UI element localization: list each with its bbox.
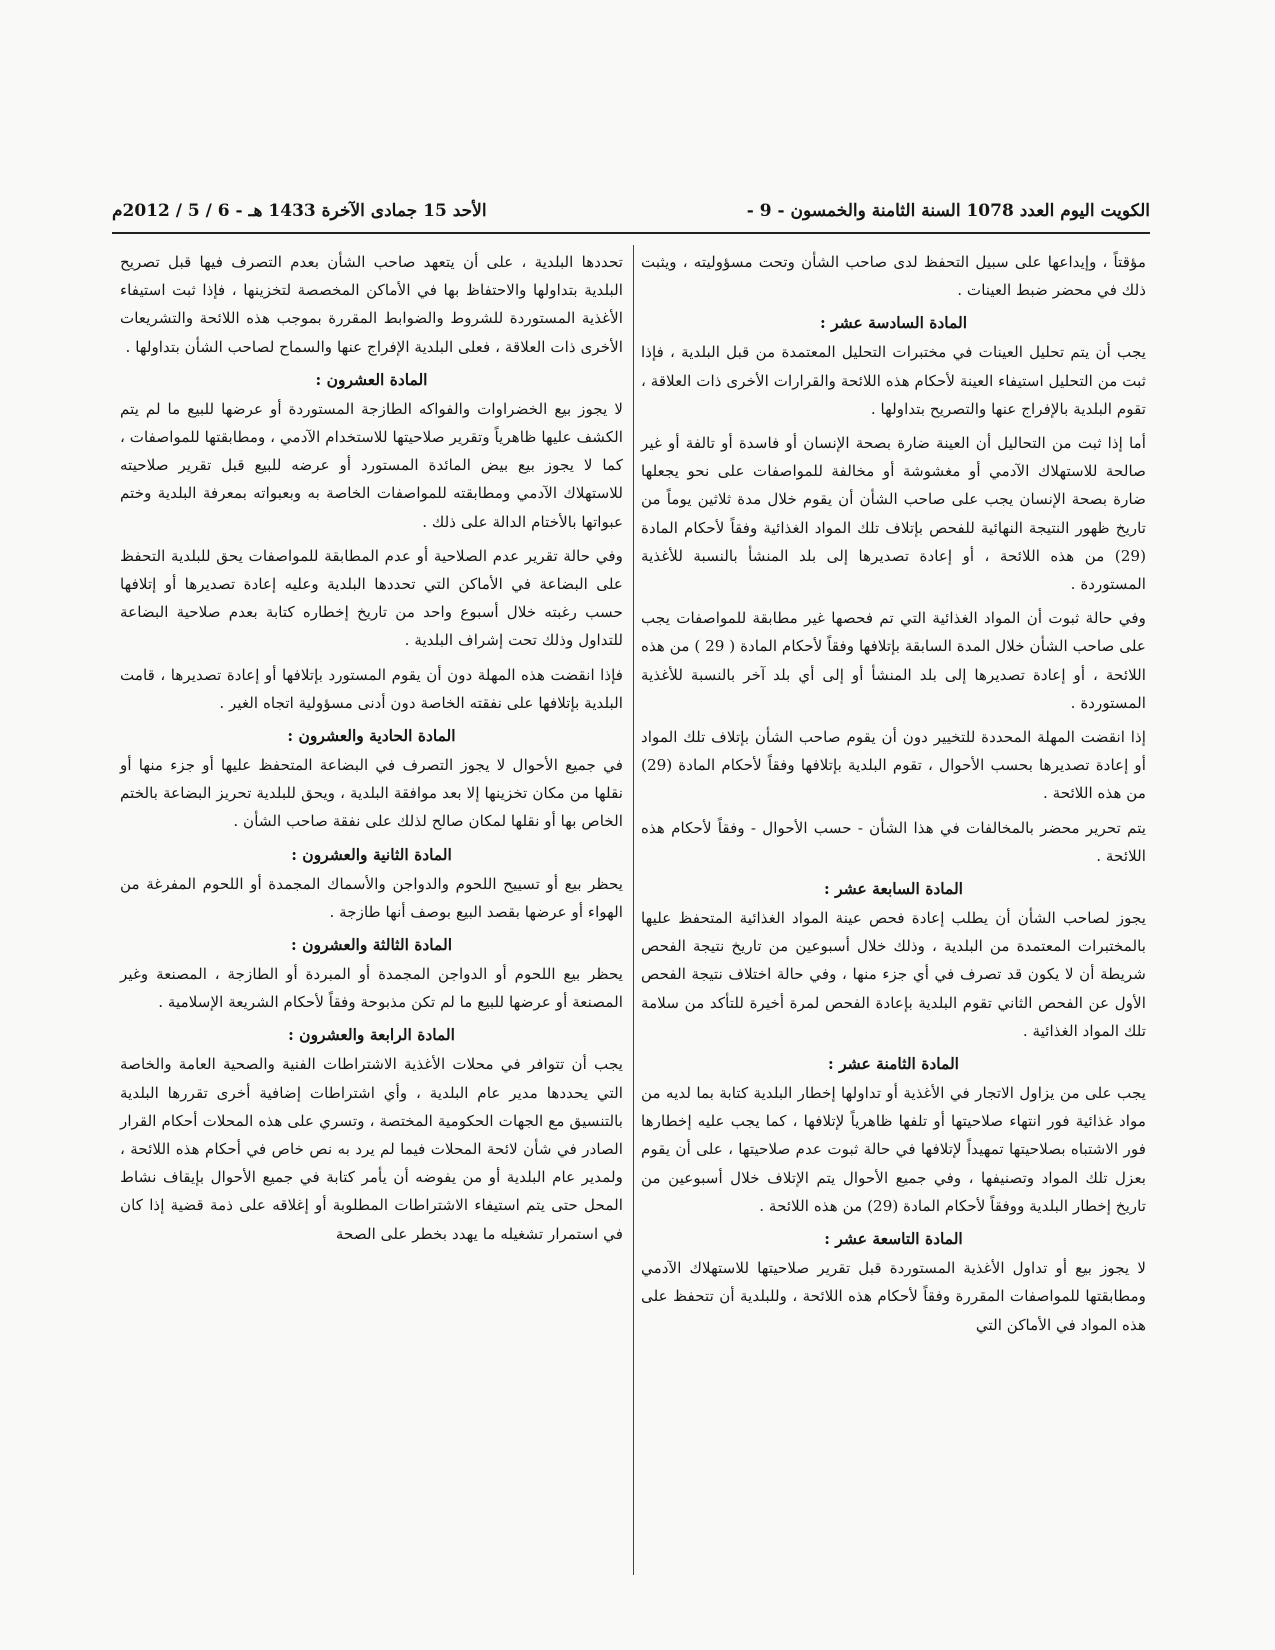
- paragraph: لا يجوز بيع أو تداول الأغذية المستوردة قبل تقرير صلاحيتها للاستهلاك الآدمي ومطابقتها للمواصفات المقررة وفقاً لأحكام هذه اللائحة ، وللبلدية أن تتحفظ على هذه المواد في الأماكن التي: [641, 1259, 1146, 1334]
- article-heading-22: المادة الثانية والعشرون :: [291, 844, 452, 864]
- paragraph: يجب على من يزاول الاتجار في الأغذية أو تداولها إخطار البلدية كتابة بما لديه من مواد غذائية فور انتهاء صلاحيتها أو تلفها ظاهرياً لإتلافها ، كما يجب عليه إخطارها فور الاشتباه بصلاحيتها تمهيداً لإتلافها في حالة ثبوت عدم صلاحيتها ، على أن يقوم بعزل تلك المواد وتصنيفها ، وفي جميع الأحوال يتم الإتلاف خلال أسبوعين من تاريخ إخطار البلدية ووفقاً لأحكام المادة (29) من هذه اللائحة .: [641, 1084, 1146, 1215]
- article-heading-23: المادة الثالثة والعشرون :: [290, 935, 453, 955]
- paragraph: يحظر بيع اللحوم أو الدواجن المجمدة أو المبردة أو الطازجة ، المصنعة وغير المصنعة أو عرضها للبيع ما لم تكن مذبوحة وفقاً لأحكام الشريعة الإسلامية .: [120, 965, 623, 1012]
- left-column: [120, 248, 623, 1254]
- paragraph: مؤقتاً ، وإيداعها على سبيل التحفظ لدى صاحب الشأن وتحت مسؤوليته ، ويثبت ذلك في محضر ضبط العينات .: [641, 253, 1146, 300]
- paragraph: يجوز لصاحب الشأن أن يطلب إعادة فحص عينة المواد الغذائية المتحفظ عليها بالمختبرات المعتمدة من البلدية ، وذلك خلال أسبوعين من تاريخ نتيجة الفحص شريطة أن لا يكون قد تصرف في أي جزء منها ، وفي حالة اختلاف نتيجة الفحص الأول عن الفحص الثاني تقوم البلدية بإعادة الفحص لمرة أخيرة للتأكد من سلامة تلك المواد الغذائية .: [641, 909, 1146, 1040]
- article-heading-24: المادة الرابعة والعشرون :: [288, 1025, 455, 1045]
- paragraph: يجب أن يتم تحليل العينات في مختبرات التحليل المعتمدة من قبل البلدية ، فإذا ثبت من التحليل استيفاء العينة لأحكام هذه اللائحة والقرارات الأخرى ذات العلاقة ، تقوم البلدية بالإفراج عنها والتصريح بتداولها .: [641, 343, 1146, 418]
- article-heading-16: المادة السادسة عشر :: [819, 313, 968, 333]
- paragraph: وفي حالة تقرير عدم الصلاحية أو عدم المطابقة للمواصفات يحق للبلدية التحفظ على البضاعة في الأماكن التي تحددها البلدية وعليه إعادة تصديرها أو إتلافها حسب رغبته خلال أسبوع واحد من تاريخ إخطاره كتابة بعدم صلاحية البضاعة للتداول وذلك تحت إشراف البلدية .: [120, 546, 623, 650]
- column-divider: [633, 245, 634, 1575]
- paragraph: وفي حالة ثبوت أن المواد الغذائية التي تم فحصها غير مطابقة للمواصفات يجب على صاحب الشأن خلال المدة السابقة بإتلافها وفقاً لأحكام المادة ( 29 ) من هذه اللائحة ، أو إعادة تصديرها إلى بلد المنشأ أو إلى أي بلد آخر بالنسبة للأغذية المستوردة .: [641, 609, 1146, 712]
- paragraph: فإذا انقضت هذه المهلة دون أن يقوم المستورد بإتلافها أو إعادة تصديرها ، قامت البلدية بإتلافها على نفقته الخاصة دون أدنى مسؤولية اتجاه الغير .: [120, 665, 623, 712]
- header-date: الأحد 15 جمادى الآخرة 1433 هـ - 6 / 5 / 2012م: [112, 201, 487, 221]
- article-heading-18: المادة الثامنة عشر :: [828, 1054, 959, 1074]
- header-rule: [112, 232, 1150, 234]
- paragraph: أما إذا ثبت من التحاليل أن العينة ضارة بصحة الإنسان أو فاسدة أو تالفة أو غير صالحة للاستهلاك الآدمي أو مغشوشة أو مخالفة للمواصفات على نحو يجعلها ضارة بصحة الإنسان يجب على صاحب الشأن أن يقوم خلال مدة ثلاثين يوماً من تاريخ ظهور النتيجة النهائية للفحص بإتلاف تلك المواد الغذائية وفقاً لأحكام المادة (29) من هذه اللائحة ، أو إعادة تصديرها إلى بلد المنشأ بالنسبة للأغذية المستوردة .: [641, 434, 1146, 594]
- article-heading-20: المادة العشرون :: [315, 369, 428, 389]
- article-heading-17: المادة السابعة عشر :: [824, 879, 963, 899]
- page-header: [112, 194, 1150, 228]
- paragraph: يتم تحرير محضر بالمخالفات في هذا الشأن - حسب الأحوال - وفقاً لأحكام هذه اللائحة .: [641, 818, 1146, 865]
- paragraph: يحظر بيع أو تسييح اللحوم والدواجن والأسماك المجمدة أو اللحوم المفرغة من الهواء أو عرضها بقصد البيع بوصف أنها طازجة .: [120, 874, 623, 921]
- paragraph: يجب أن تتوافر في محلات الأغذية الاشتراطات الفنية والصحية العامة والخاصة التي يحددها مدير عام البلدية ، وأي اشتراطات إضافية أخرى تقررها البلدية بالتنسيق مع الجهات الحكومية المختصة ، وتسري على هذه المحلات أحكام القرار الصادر في شأن لائحة المحلات فيما لم يرد به نص خاص في أحكام هذه اللائحة ، ولمدير عام البلدية أو من يفوضه أن يأمر كتابة في جميع الأحوال بإيقاف نشاط المحل حتى يتم استيفاء الاشتراطات المطلوبة أو إغلاقه على ذمة قضية إذا كان في استمرار تشغيله ما يهدد بخطر على الصحة: [120, 1055, 623, 1243]
- paragraph: إذا انقضت المهلة المحددة للتخيير دون أن يقوم صاحب الشأن بإتلاف تلك المواد أو إعادة تصديرها بحسب الأحوال ، تقوم البلدية بإتلافها وفقاً لأحكام المادة (29) من هذه اللائحة .: [641, 728, 1146, 803]
- paragraph: لا يجوز بيع الخضراوات والفواكه الطازجة المستوردة أو عرضها للبيع ما لم يتم الكشف عليها ظاهرياً وتقرير صلاحيتها للاستخدام الآدمي ، ومطابقتها للمواصفات ، كما لا يجوز بيع بيض المائدة المستورد أو عرضه للبيع قبل تقرير صلاحيته للاستهلاك الآدمي ومطابقته للمواصفات الخاصة به وبعبواته بمعرفة البلدية وختم عبواتها بالأختام الدالة على ذلك .: [120, 399, 623, 531]
- paragraph: تحددها البلدية ، على أن يتعهد صاحب الشأن بعدم التصرف فيها قبل تصريح البلدية بتداولها والاحتفاظ بها في الأماكن المخصصة لتخزينها ، فإذا ثبت استيفاء الأغذية المستوردة للشروط والضوابط المقررة بموجب هذه اللائحة والتشريعات الأخرى ذات العلاقة ، فعلى البلدية الإفراج عنها والسماح لصاحب الشأن بتداولها .: [120, 253, 623, 356]
- article-heading-19: المادة التاسعة عشر :: [824, 1229, 963, 1249]
- article-heading-21: المادة الحادية والعشرون :: [287, 726, 456, 746]
- header-issue: الكويت اليوم العدد 1078 السنة الثامنة والخمسون - 9 -: [746, 201, 1150, 221]
- right-column: [641, 248, 1146, 1345]
- paragraph: في جميع الأحوال لا يجوز التصرف في البضاعة المتحفظ عليها أو جزء منها أو نقلها من مكان تخزينها إلا بعد موافقة البلدية ، ويحق للبلدية تحريز البضاعة بالختم الخاص بها أو نقلها لمكان صالح لذلك على نفقة صاحب الشأن .: [120, 756, 623, 831]
